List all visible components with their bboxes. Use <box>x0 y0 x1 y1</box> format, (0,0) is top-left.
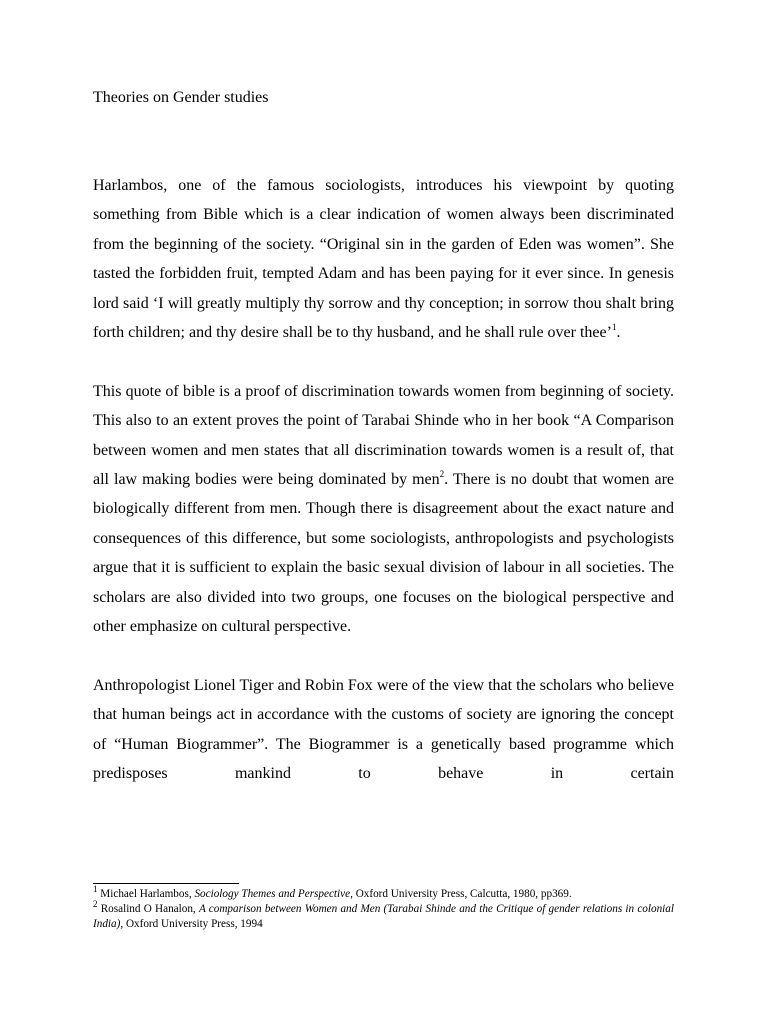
paragraph-text: . <box>616 324 621 342</box>
paragraph-text: This quote of bible is a proof of discrimination towards women from beginning of society. This also to an extent proves the point of Tarabai Shinde who in her book “A Comparison between women and men states that all discrimination towards women is a result of, that all law making bodies were being dominated by men <box>93 382 674 489</box>
body-paragraph <box>93 377 674 642</box>
footnote-italic-title: A comparison between Women and Men (Tarabai Shinde and the Critique of gender relations in colonial India), <box>93 903 674 930</box>
footnote-text: Oxford University Press, 1994 <box>123 918 263 930</box>
footnote <box>93 884 674 902</box>
footnotes <box>93 884 674 932</box>
footnote-reference: 2 <box>439 468 445 479</box>
footnote-text: Michael Harlambos, <box>97 888 195 900</box>
paragraph-text: Anthropologist Lionel Tiger and Robin Fox were of the view that the scholars who believe that human beings act in accordance with the customs of society are ignoring the concept of “Human Biogrammer”. The Biogrammer is a genetically based programme which predisposes mankind to behave in certain <box>93 676 674 783</box>
footnote-text: Rosalind O Hanalon, <box>97 903 199 915</box>
document-title: Theories on Gender studies <box>93 89 269 106</box>
footnote-number: 2 <box>93 899 98 910</box>
footnote <box>93 899 674 932</box>
footnote-number: 1 <box>93 884 98 895</box>
paragraph-text: . There is no doubt that women are biologically different from men. Though there is disagreement about the exact nature and consequences of this difference, but some sociologists, anthropologists and psychologists argue that it is sufficient to explain the basic sexual division of labour in all societies. The scholars are also divided into two groups, one focuses on the biological perspective and other emphasize on cultural perspective. <box>93 471 675 636</box>
body-paragraph <box>93 671 674 789</box>
footnote-reference: 1 <box>611 321 617 332</box>
body-paragraph <box>93 171 674 347</box>
paragraph-text: Harlambos, one of the famous sociologists, introduces his viewpoint by quoting something from Bible which is a clear indication of women always been discriminated from the beginning of the society. “Original sin in the garden of Eden was women”. She tasted the forbidden fruit, tempted Adam and has been paying for it ever since. In genesis lord said ‘I will greatly multiply thy sorrow and thy conception; in sorrow thou shalt bring forth children; and thy desire shall be to thy husband, and he shall rule over thee’ <box>93 177 674 342</box>
footnote-italic-title: Sociology Themes and Perspective, <box>194 888 353 900</box>
footnote-separator <box>93 883 239 884</box>
document-body <box>93 171 674 789</box>
footnote-text: Oxford University Press, Calcutta, 1980, pp369. <box>352 888 572 900</box>
